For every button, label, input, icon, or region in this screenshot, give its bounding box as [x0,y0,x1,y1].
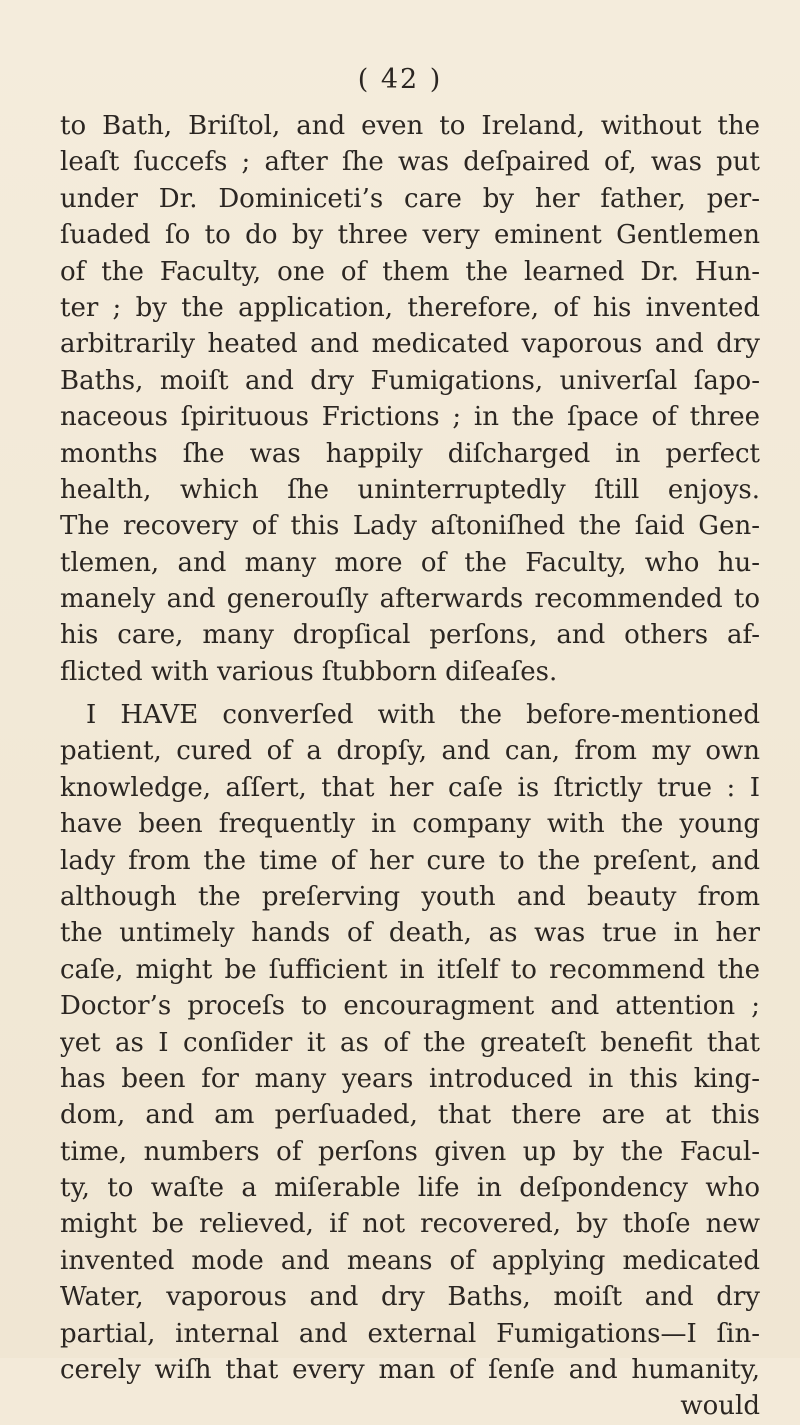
text-line: flicted with various ſtubborn diſeaſes. [60,656,558,687]
text-line: months ſhe was happily diſcharged in perfect [60,438,760,469]
text-line: dom, and am perſuaded, that there are at this [60,1100,760,1131]
text-line: The recovery of this Lady aſtoniſhed the ſaid Gen- [60,511,760,542]
text-line: although the preſerving youth and beauty from [60,881,760,912]
text-line: naceous ſpirituous Frictions ; in the ſpace of three [60,402,760,433]
text-line: leaſt ſuccefs ; after ſhe was deſpaired of, was put [60,147,760,178]
text-line: I HAVE converſed with the before-mentioned [86,700,760,730]
text-line: the untimely hands of death, as was true in her [60,918,760,949]
text-line: might be relieved, if not recovered, by thoſe new [60,1209,760,1240]
text-line: has been for many years introduced in this king- [60,1063,760,1094]
text-line: caſe, might be ſufficient in itſelf to recommend the [60,954,760,985]
text-line: Doctor’s proceſs to encouragment and attention ; [60,991,760,1022]
text-line: health, which ſhe uninterruptedly ſtill enjoys. [60,474,760,505]
text-line: his care, many dropſical perſons, and others af- [60,620,760,651]
text-line: invented mode and means of applying medicated [60,1245,760,1276]
text-line: ſuaded ſo to do by three very eminent Gentlemen [60,220,760,251]
text-line: time, numbers of perſons given up by the Facul- [60,1136,760,1167]
text-line: cerely wiſh that every man of ſenſe and humanity, [60,1355,760,1386]
text-line: knowledge, aſſert, that her caſe is ſtrictly true : I [60,772,760,803]
text-line: under Dr. Dominiceti’s care by her father, per- [60,183,760,214]
text-line: partial, internal and external Fumigations—I ſin- [60,1318,760,1349]
paragraph-continuation [60,108,760,690]
text-line: ter ; by the application, therefore, of his invented [60,292,760,323]
text-line: to Bath, Briſtol, and even to Ireland, without the [60,111,760,141]
text-line: arbitrarily heated and medicated vaporous and dry [60,329,760,360]
text-line: ty, to waſte a miſerable life in deſpondency who [60,1173,760,1204]
text-line: Baths, moiſt and dry Fumigations, univerſal ſapo- [60,365,760,396]
text-line: have been frequently in company with the young [60,809,760,840]
text-line: manely and generouſly afterwards recommended to [60,584,760,615]
text-line: tlemen, and many more of the Faculty, who hu- [60,547,760,578]
catchword: would [680,1391,760,1422]
text-line: lady from the time of her cure to the preſent, and [60,845,760,876]
text-line: of the Faculty, one of them the learned Dr. Hun- [60,256,760,287]
text-line: Water, vaporous and dry Baths, moiſt and dry [60,1282,760,1313]
paragraph-testimony [60,697,760,1425]
page-number: ( 42 ) [357,64,443,95]
text-line: yet as I conſider it as of the greateſt benefit that [60,1027,760,1058]
text-line: patient, cured of a dropſy, and can, from my own [60,736,760,767]
